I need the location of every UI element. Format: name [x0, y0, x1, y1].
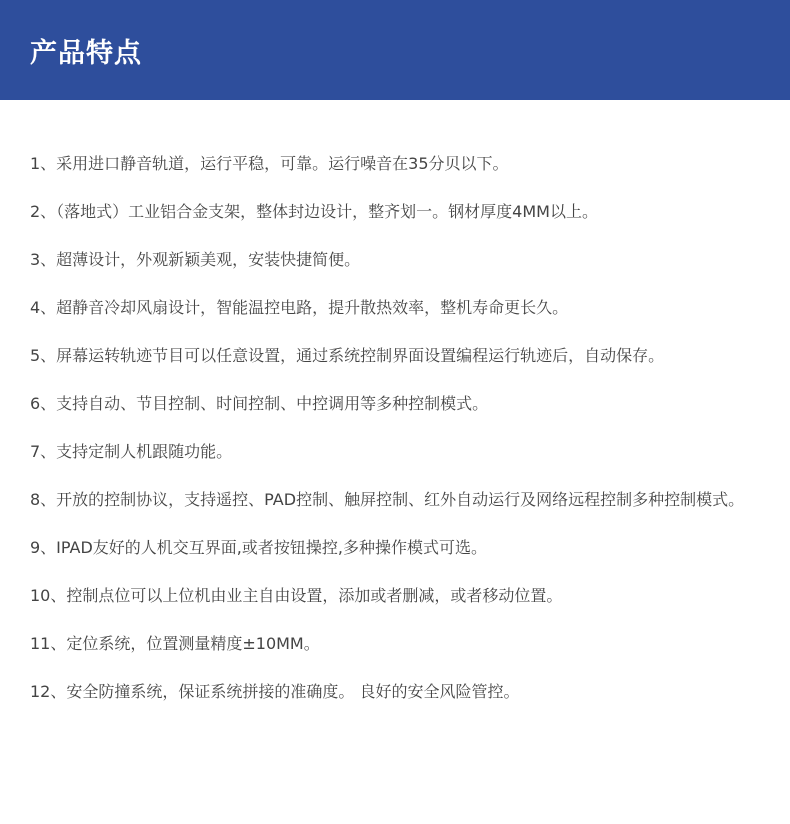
feature-item-10: 10、控制点位可以上位机由业主自由设置，添加或者删减，或者移动位置。 — [30, 586, 563, 605]
feature-item-3: 3、超薄设计，外观新颖美观，安装快捷简便。 — [30, 250, 361, 269]
feature-item-8: 8、开放的控制协议，支持遥控、PAD控制、触屏控制、红外自动运行及网络远程控制多种控制模式。 — [30, 490, 745, 509]
header-banner — [0, 0, 790, 100]
feature-item-7: 7、支持定制人机跟随功能。 — [30, 442, 233, 461]
feature-item-2: 2、（落地式）工业铝合金支架，整体封边设计，整齐划一。钢材厚度4MM以上。 — [30, 202, 598, 221]
feature-item-9: 9、IPAD友好的人机交互界面,或者按钮操控,多种操作模式可选。 — [30, 538, 487, 557]
feature-list — [0, 100, 790, 716]
feature-item-11: 11、定位系统，位置测量精度±10MM。 — [30, 634, 320, 653]
feature-item-5: 5、屏幕运转轨迹节目可以任意设置，通过系统控制界面设置编程运行轨迹后，自动保存。 — [30, 346, 665, 365]
feature-item-4: 4、超静音冷却风扇设计，智能温控电路，提升散热效率，整机寿命更长久。 — [30, 298, 569, 317]
page-title: 产品特点 — [30, 37, 142, 69]
feature-item-6: 6、支持自动、节目控制、时间控制、中控调用等多种控制模式。 — [30, 394, 489, 413]
feature-item-1: 1、采用进口静音轨道，运行平稳，可靠。运行噪音在35分贝以下。 — [30, 154, 509, 173]
feature-item-12: 12、安全防撞系统，保证系统拼接的准确度。 良好的安全风险管控。 — [30, 682, 520, 701]
